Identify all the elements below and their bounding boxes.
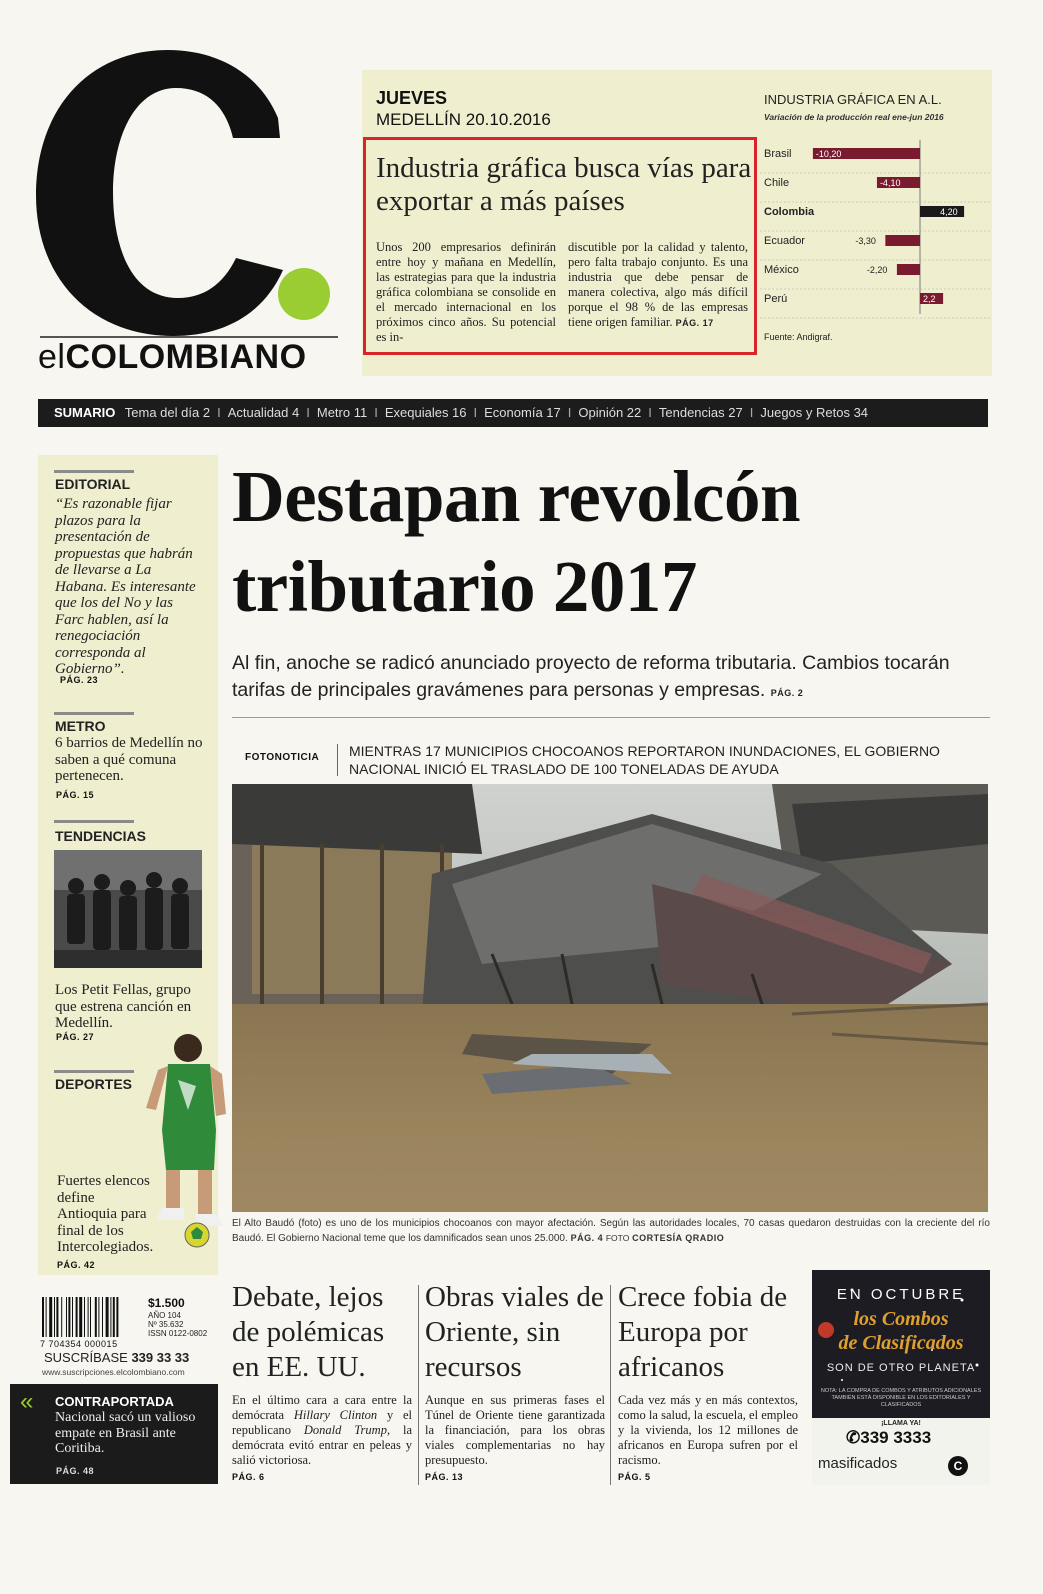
chart-value-label: 2,2 <box>923 294 936 304</box>
story-page-ref: PÁG. 13 <box>425 1472 464 1482</box>
barcode-bar <box>49 1297 52 1337</box>
ad-line2: los Combos <box>853 1308 949 1330</box>
metro-text: 6 barrios de Medellín no saben a qué comuna pertenecen. <box>55 735 203 784</box>
lead-rule <box>232 717 990 718</box>
photo-credit: CORTESÍA QRADIO <box>632 1233 725 1243</box>
photo-credit-prefix: FOTO <box>605 1233 630 1243</box>
story-title[interactable]: Debate, lejos de polémicas en EE. UU. <box>232 1281 385 1383</box>
ad-fine-print: NOTA: LA COMPRA DE COMBOS Y ATRIBUTOS ADICIONALES TAMBIÉN ESTÁ DISPONIBLE EN LOS EDITORIALES Y CLASIFICADOS <box>820 1388 982 1408</box>
lead-headline[interactable]: Destapan revolcón tributario 2017 <box>232 456 801 627</box>
deportes-text: Fuertes elencos define Antioquia para final de los Intercolegiados. <box>57 1173 154 1255</box>
lead-page-ref: PÁG. 2 <box>770 688 804 698</box>
fotonoticia-label: FOTONOTICIA <box>245 752 320 763</box>
chart-value-label: -3,30 <box>855 236 876 246</box>
photo-caption: El Alto Baudó (foto) es uno de los municipios chocoanos con mayor afectación. Según las autoridades locales, 70 casas quedaron destruidas con la creciente del río Baudó. El Gobierno Nacional teme que los damnificados sean unos 25.000. PÁG. 4 FOTO CORTESÍA QRADIO <box>232 1218 990 1244</box>
story-divider <box>610 1285 611 1485</box>
editorial-label[interactable]: EDITORIAL <box>55 476 131 492</box>
tendencias-label[interactable]: TENDENCIAS <box>55 828 147 844</box>
subscribe-line[interactable]: SUSCRÍBASE 339 33 33 <box>44 1350 190 1365</box>
barcode-bar <box>76 1297 78 1337</box>
chart-category-label: Brasil <box>764 148 792 160</box>
story-body: Aunque en sus primeras fases el Túnel de Oriente tiene garantizada la financiación, para los obras viales complementarias no hay presupuesto. <box>425 1393 605 1467</box>
sumario-separator: I <box>217 405 221 420</box>
soccer-ball-icon <box>184 1222 210 1248</box>
ad-brand: masificados <box>818 1455 898 1472</box>
promo-page-ref: PÁG. 17 <box>675 318 714 328</box>
brand-c-icon: C <box>948 1456 968 1476</box>
barcode-bar <box>102 1297 103 1337</box>
sumario-item[interactable]: Actualidad 4 <box>227 405 300 420</box>
barcode-bar <box>56 1297 58 1337</box>
sumario-item[interactable]: Juegos y Retos 34 <box>760 405 869 420</box>
contraportada-page-ref: PÁG. 48 <box>56 1466 95 1476</box>
band-photo[interactable] <box>54 850 202 968</box>
metro-rule <box>54 712 134 715</box>
chart-category-label: México <box>764 264 799 276</box>
sumario-item[interactable]: Opinión 22 <box>578 405 642 420</box>
chart-value-label: -2,20 <box>866 265 888 275</box>
barcode-bar <box>54 1297 55 1337</box>
barcode-bar <box>113 1297 115 1337</box>
sumario-separator: I <box>473 405 478 420</box>
barcode-bar <box>106 1297 109 1337</box>
promo-text-col1: Unos 200 empresarios definirán entre hoy y mañana en Medellín, las estrategias para que la industria gráfica colombiana se consolide en el mercado internacional en los próximos cinco años. Su potencial es in- <box>376 240 556 344</box>
story-fobia-europa[interactable] <box>618 1280 798 1482</box>
sumario-item[interactable]: Economía 17 <box>484 405 561 420</box>
deportes-label[interactable]: DEPORTES <box>55 1076 133 1092</box>
year-info: AÑO 104 <box>148 1311 181 1320</box>
chart-category-label: Chile <box>764 177 790 189</box>
ad-line4: SON DE OTRO PLANETA <box>826 1362 976 1374</box>
sumario-separator: I <box>648 405 652 420</box>
barcode-bar <box>98 1297 99 1337</box>
tendencias-text: Los Petit Fellas, grupo que estrena canción en Medellín. <box>55 982 192 1031</box>
chart-value-label: 4,20 <box>940 207 958 217</box>
story-obras-viales[interactable] <box>425 1280 605 1482</box>
sumario-separator: I <box>567 405 572 420</box>
deportes-page-ref: PÁG. 42 <box>57 1260 96 1270</box>
ad-line3: de Clasificados <box>838 1332 964 1354</box>
barcode-number: 7 704354 000015 <box>40 1339 118 1349</box>
price: $1.500 <box>148 1296 185 1310</box>
chart-category-label: Perú <box>764 293 788 305</box>
chart-category-label: Ecuador <box>764 235 805 247</box>
barcode-bar <box>61 1297 62 1337</box>
story-page-ref: PÁG. 5 <box>618 1472 651 1482</box>
ad-line1: EN OCTUBRE <box>836 1286 966 1303</box>
chart-source: Fuente: Andigraf. <box>764 332 833 342</box>
barcode-bar <box>46 1297 47 1337</box>
chart-bar <box>897 264 920 275</box>
barcode-bar <box>95 1297 97 1337</box>
issn: ISSN 0122-0802 <box>148 1329 208 1338</box>
editorial-rule <box>54 470 134 473</box>
promo-text-col2: discutible por la calidad y talento, pero falta trabajo conjunto. Es una industria que debe pensar de manera colectiva, algo más difícil porque el 98 % de las empresas tiene origen familiar. PÁG. 17 <box>568 240 748 329</box>
sumario-bar <box>38 399 988 427</box>
sumario-items <box>125 405 868 420</box>
bar-chart <box>760 140 990 320</box>
barcode-bar <box>66 1297 67 1337</box>
chart-bar <box>885 235 920 246</box>
story-title[interactable]: Obras viales de Oriente, sin recursos <box>425 1281 604 1383</box>
sumario-item[interactable]: Metro 11 <box>316 405 368 420</box>
sumario-label: SUMARIO <box>54 405 116 420</box>
sumario-item[interactable]: Tendencias 27 <box>658 405 743 420</box>
lead-deck: Al fin, anoche se radicó anunciado proyecto de reforma tributaria. Cambios tocarán tarifas de principales gravámenes para personas y empresas. PÁG. 2 <box>232 652 950 701</box>
phone-icon: ✆ <box>846 1428 861 1447</box>
tendencias-rule <box>54 820 134 823</box>
sumario-separator: I <box>374 405 378 420</box>
story-body: En el último cara a cara entre la demócrata Hillary Clinton y el republicano Donald Trump, la demócrata evitó entrar en peleas y salió victoriosa. <box>232 1393 412 1467</box>
barcode-icon <box>40 1297 140 1339</box>
sumario-separator: I <box>749 405 754 420</box>
story-body: Cada vez más y en más contextos, como la salud, la escuela, el empleo y la vivienda, los 12 millones de africanos en Europa sufren por el racismo. <box>618 1393 798 1467</box>
promo-title[interactable]: Industria gráfica busca vías para exportar a más países <box>376 152 752 217</box>
chart-value-label: -4,10 <box>879 178 901 188</box>
issue-number: Nº 35.632 <box>148 1320 184 1329</box>
barcode-bar <box>110 1297 111 1337</box>
date-place: MEDELLÍN 20.10.2016 <box>376 110 551 129</box>
barcode-bar <box>68 1297 70 1337</box>
story-divider <box>418 1285 419 1485</box>
barcode-bar <box>88 1297 89 1337</box>
story-debate[interactable] <box>232 1280 412 1482</box>
double-chevron-left-icon: « <box>20 1388 34 1415</box>
contraportada-label: CONTRAPORTADA <box>55 1394 174 1409</box>
editorial-text: “Es razonable fijar plazos para la presentación de propuestas que habrán de llevarse a La Habana. Es interesante que los del No y las Farc hablen, así la renegociación corresponda al Gobierno”. <box>55 496 196 677</box>
barcode-bar <box>84 1297 85 1337</box>
sumario-separator: I <box>306 405 310 420</box>
story-title[interactable]: Crece fobia de Europa por africanos <box>618 1281 788 1383</box>
sumario-item[interactable]: Tema del día 2 <box>124 405 211 420</box>
ad-phone[interactable]: ✆339 3333 <box>846 1428 932 1447</box>
barcode-bar <box>42 1297 44 1337</box>
logo-dot-icon <box>278 268 330 320</box>
barcode-bar <box>90 1297 91 1337</box>
date-day: JUEVES <box>376 88 448 108</box>
flood-photo[interactable] <box>232 784 988 1212</box>
story-page-ref: PÁG. 6 <box>232 1472 265 1482</box>
barcode-bar <box>72 1297 73 1337</box>
contraportada-text: Nacional sacó un valioso empate en Brasil ante Coritiba. <box>55 1410 196 1456</box>
sumario-item[interactable]: Exequiales 16 <box>384 405 467 420</box>
chart-category-label: Colombia <box>764 206 815 218</box>
tendencias-page-ref: PÁG. 27 <box>56 1032 95 1042</box>
caption-page-ref: PÁG. 4 <box>570 1233 604 1243</box>
logo-wordmark[interactable]: elCOLOMBIANO <box>38 338 307 376</box>
editorial-page-ref: PÁG. 23 <box>60 675 99 685</box>
chart-value-label: -10,20 <box>815 149 842 159</box>
ad-call-label: ¡LLAMA YA! <box>881 1420 921 1427</box>
barcode-bar <box>116 1297 118 1337</box>
subscribe-url[interactable]: www.suscripciones.elcolombiano.com <box>42 1367 185 1377</box>
chart-title: INDUSTRIA GRÁFICA EN A.L. <box>764 92 942 107</box>
fotonoticia-headline[interactable]: MIENTRAS 17 MUNICIPIOS CHOCOANOS REPORTARON INUNDACIONES, EL GOBIERNO NACIONAL INICIÓ EL TRASLADO DE 100 TONELADAS DE AYUDA <box>349 743 940 777</box>
metro-page-ref: PÁG. 15 <box>56 790 95 800</box>
chart-subtitle: Variación de la producción real ene-jun 2016 <box>764 112 944 122</box>
fotonoticia-divider <box>337 744 338 776</box>
metro-label[interactable]: METRO <box>55 718 106 734</box>
barcode-bar <box>79 1297 82 1337</box>
